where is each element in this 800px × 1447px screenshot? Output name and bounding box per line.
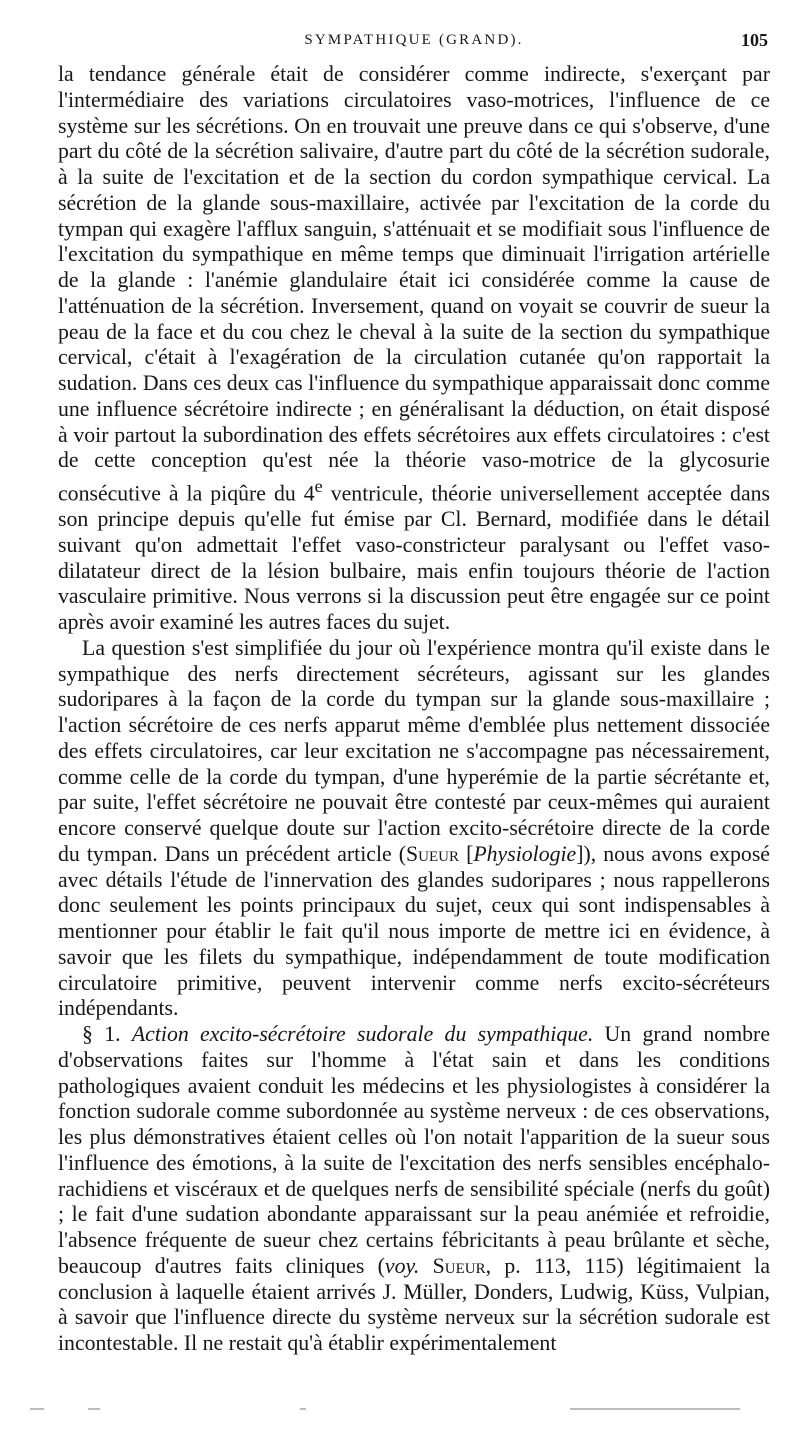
paragraph-3-text-b: , p. 113, 115) légitimaient la conclusion à laquelle étaient arrivés J. Müller, Donders, Ludwig, Küss, Vulpian, à savoir que l'influence directe du système nerveux sur la sécrétion sudorale est incontestable. Il ne restait qu'à établir expérimentalement bbox=[58, 1253, 770, 1356]
reference-name: Sueur bbox=[406, 841, 459, 866]
paragraph-2-text-b: ), nous avons exposé avec détails l'étude de l'innervation des glandes sudoripares ; nous rappellerons donc seulement les points principaux du sujet, ceux qui sont indispensables à mentionner pour établir le fait qu'il nous importe de mettre ici en évidence, à savoir que les filets du sympathique, indépendamment de toute modification circulatoire primitive, peuvent intervenir comme nerfs excito-sécréteurs indépendants. bbox=[58, 841, 770, 1021]
section-mark: § 1. bbox=[82, 1022, 121, 1047]
paragraph-1 bbox=[58, 62, 770, 636]
paragraph-3-text-a: Un grand nombre d'observations faites sur l'homme à l'état sain et dans les conditions pathologiques avaient conduit les médecins et les physiologistes à considérer la fonction sudorale comme subordonnée au système nerveux : de ces observations, les plus démonstratives étaient celles où l'on notait l'apparition de la sueur sous l'influence des émotions, à la suite de l'excitation des nerfs sensibles encéphalo-rachidiens et viscéraux et de quelques nerfs de sensibilité spéciale (nerfs du goût) ; le fait d'une sudation abondante apparaissant sur la peau anémiée et refroidie, l'absence fréquente de sueur chez certains fébricitants à peau brûlante et sèche, beaucoup d'autres faits cliniques ( bbox=[58, 1022, 770, 1278]
paragraph-1-text-b: ventricule, théorie universellement acceptée dans son principe depuis qu'elle fut émise par Cl. Bernard, modifiée dans le détail suivant qu'on admettait l'effet vaso-constricteur paralysant ou l'effet vaso-dilatateur direct de la lésion bulbaire, mais enfin toujours théorie de l'action vasculaire primitive. Nous verrons si la discussion peut être engagée sur ce point après avoir examiné les autres faces du sujet. bbox=[58, 481, 770, 635]
scan-mark bbox=[30, 1408, 44, 1410]
ordinal-superscript: e bbox=[314, 476, 323, 496]
reference-name-2: Sueur bbox=[419, 1253, 486, 1278]
paragraph-2-text-a: La question s'est simplifiée du jour où l'expérience montra qu'il existe dans le sympathique des nerfs directement sécréteurs, agissant sur les glandes sudoripares à la façon de la corde du tympan sur la glande sous-maxillaire ; l'action sécrétoire de ces nerfs apparut même d'emblée plus nettement dissociée des effets circulatoires, car leur excitation ne s'accompagne pas nécessairement, comme celle de la corde du tympan, d'une hyperémie de la partie sécrétante et, par suite, l'effet sécrétoire ne pouvait être contesté par ceux-mêmes qui auraient encore conservé quelque doute sur l'action excito-sécrétoire directe de la corde du tympan. Dans un précédent article ( bbox=[58, 635, 770, 866]
paragraph-2 bbox=[58, 636, 770, 1022]
scan-mark bbox=[88, 1408, 100, 1410]
voy-abbreviation: voy. bbox=[384, 1253, 420, 1278]
reference-title: Physiologie bbox=[473, 841, 577, 866]
scan-footer-artifact bbox=[30, 1400, 770, 1420]
reference-bracket-close: ] bbox=[576, 841, 584, 866]
scan-mark bbox=[300, 1408, 306, 1410]
body-text bbox=[58, 62, 770, 1357]
page-number: 105 bbox=[741, 30, 768, 50]
section-heading: Action excito-sécrétoire sudorale du sympathique. bbox=[131, 1022, 594, 1047]
page-header bbox=[60, 24, 768, 54]
scan-mark bbox=[570, 1408, 740, 1410]
paragraph-1-text-a: la tendance générale était de considérer comme indirecte, s'exerçant par l'intermédiaire des variations circulatoires vaso-motrices, l'influence de ce système sur les sécrétions. On en trouvait une preuve dans ce qui s'observe, d'une part du côté de la sécrétion salivaire, d'autre part du côté de la sécrétion sudorale, à la suite de l'excitation et de la section du cordon sympathique cervical. La sécrétion de la glande sous-maxillaire, activée par l'excitation de la corde du tympan qui exagère l'afflux sanguin, s'atténuait et se modifiait sous l'influence de l'excitation du sympathique en même temps que diminuait l'irrigation artérielle de la glande : l'anémie glandulaire était ici considérée comme la cause de l'atténuation de la sécrétion. Inversement, quand on voyait se couvrir de sueur la peau de la face et du cou chez le cheval à la suite de la section du sympathique cervical, c'était à l'exagération de la circulation cutanée qu'on rapportait la sudation. Dans ces deux cas l'influence du sympathique apparaissait donc comme une influence sécrétoire indirecte ; en généralisant la déduction, on était disposé à voir partout la subordination des effets sécrétoires aux effets circulatoires : c'est de cette conception qu'est née la théorie vaso-motrice de la glycosurie consécutive à la piqûre du 4 bbox=[58, 62, 770, 506]
paragraph-3 bbox=[58, 1022, 770, 1357]
running-title: SYMPATHIQUE (GRAND). bbox=[304, 32, 524, 48]
reference-bracket-open: [ bbox=[459, 841, 474, 866]
